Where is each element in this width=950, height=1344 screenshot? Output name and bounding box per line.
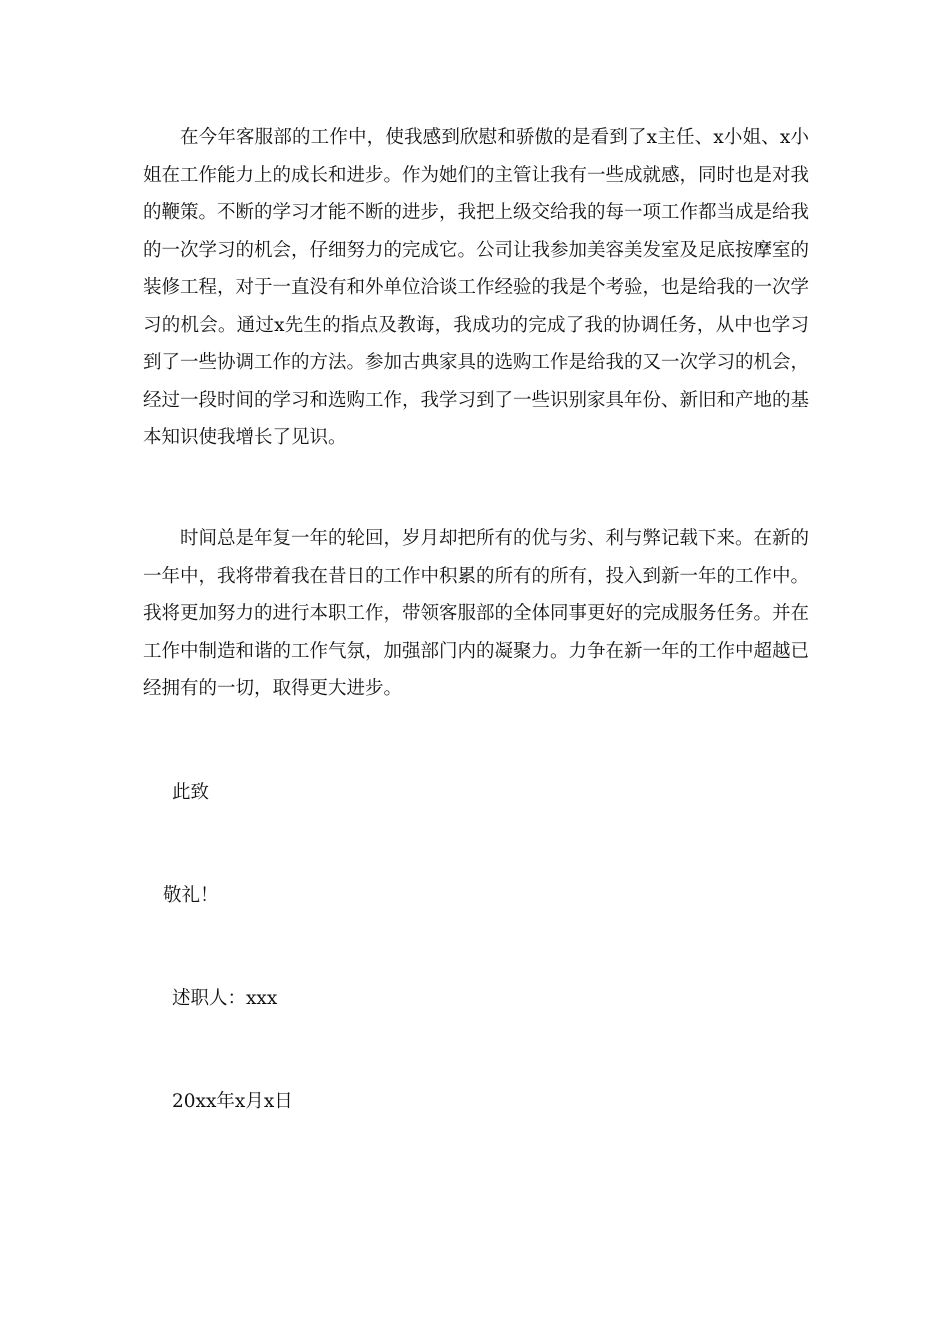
signature-line: 述职人：xxx	[172, 988, 278, 1009]
salutation-text: 敬礼！	[163, 885, 219, 906]
body-paragraph-2: 时间总是年复一年的轮回，岁月却把所有的优与劣、利与弊记载下来。在新的一年中，我将带着我在昔日的工作中积累的所有的所有，投入到新一年的工作中。我将更加努力的进行本职工作，带领客服部的全体同事更好的完成服务任务。并在工作中制造和谐的工作气氛，加强部门内的凝聚力。力争在新一年的工作中超越已经拥有的一切，取得更大进步。	[143, 528, 810, 699]
body-paragraph-1: 在今年客服部的工作中，使我感到欣慰和骄傲的是看到了x主任、x小姐、x小姐在工作能力上的成长和进步。作为她们的主管让我有一些成就感，同时也是对我的鞭策。不断的学习才能不断的进步，我把上级交给我的每一项工作都当成是给我的一次学习的机会，仔细努力的完成它。公司让我参加美容美发室及足底按摩室的装修工程，对于一直没有和外单位洽谈工作经验的我是个考验，也是给我的一次学习的机会。通过x先生的指点及教诲，我成功的完成了我的协调任务，从中也学习到了一些协调工作的方法。参加古典家具的选购工作是给我的又一次学习的机会，经过一段时间的学习和选购工作，我学习到了一些识别家具年份、新旧和产地的基本知识使我增长了见识。	[143, 127, 810, 448]
closing-text: 此致	[172, 782, 210, 803]
date-line: 20xx年x月x日	[172, 1091, 293, 1112]
